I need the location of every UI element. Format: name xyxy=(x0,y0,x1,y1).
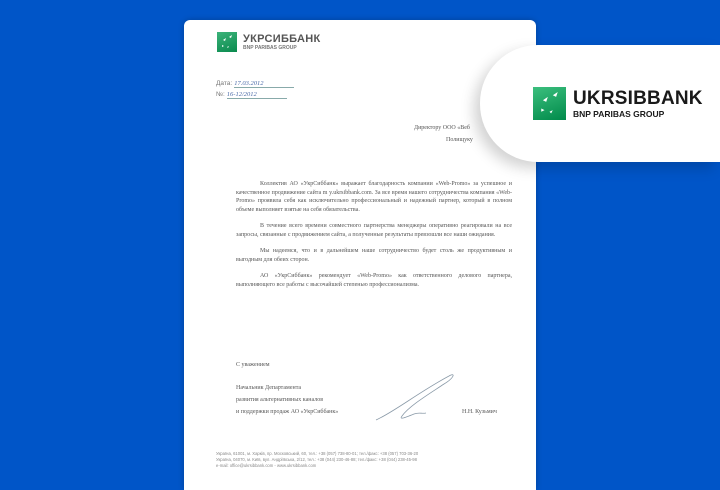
bnp-stars-logo-icon xyxy=(217,32,237,52)
date-line xyxy=(216,80,294,88)
brand-group: BNP PARIBAS GROUP xyxy=(573,108,665,119)
letterhead-bank-name: УКРСИББАНК xyxy=(243,33,321,45)
footer-address-kharkiv: Україна, 61001, м. Харків, пр. Московський, 60, тел.: +38 (057) 738-80-01; тел./факс: +38 (057) 703-36-20 xyxy=(216,451,419,456)
footer-address-kyiv: Україна, 04070, м. Київ, вул. Андріївська, 2/12, тел.: +38 (044) 230-46-88; тел./факс: +38 (044) 238-45-98 xyxy=(216,457,417,462)
signatory-title-line-2: развития альтернативных каналов xyxy=(236,397,324,403)
letterhead-group: BNP PARIBAS GROUP xyxy=(243,45,297,51)
date-label: Дата: xyxy=(216,80,233,87)
signatory-title-line-1: Начальник Департамента xyxy=(236,385,302,391)
paragraph: АО «УкрСиббанк» рекомендует «Web-Promo» как ответственного делового партнера, выполняющего все работы с высочайшей степенью профессионализма. xyxy=(236,273,512,288)
bnp-stars-logo-icon xyxy=(533,87,566,120)
signatory-title-line-3: и поддержки продаж АО «УкрСиббанк» xyxy=(236,409,339,415)
handwritten-signature xyxy=(374,372,464,422)
paragraph: Коллектив АО «УкрСиббанк» выражает благодарность компании «Web-Promo» за успешное и качественное продвижение сайта m y.ukrsibbank.com. За все время нашего сотрудничества компания «Web-Promo» проявила себя как исключительно профессиональный и надежный партнер, который в полном объеме выполняет взятые на себя обязательства. xyxy=(236,181,512,213)
number-line xyxy=(216,91,287,99)
brand-name: UKRSIBBANK xyxy=(573,87,703,109)
date-value: 17.03.2012 xyxy=(234,80,294,88)
number-label: №: xyxy=(216,91,225,98)
addressee-line-2: Полищуку xyxy=(446,137,473,143)
addressee-line-1: Директору ООО «Веб xyxy=(414,125,470,131)
closing: С уважением xyxy=(236,362,270,368)
signatory-name: Н.Н. Кузьмич xyxy=(462,409,497,415)
letter-footer xyxy=(216,451,418,469)
number-value: 16-12/2012 xyxy=(227,91,287,99)
brand-logo xyxy=(533,87,703,120)
brand-badge xyxy=(480,45,720,162)
footer-contacts: e-mail: office@ukrsibbank.com - www.ukrsibbank.com xyxy=(216,463,317,468)
paragraph: В течение всего времени совместного партнерства менеджеры оперативно реагировали на все запросы, связанные с продвижением сайта, а полученные результаты превзошли все наши ожидания. xyxy=(236,223,512,238)
letterhead-logo xyxy=(217,32,320,52)
paragraph: Мы надеемся, что и в дальнейшем наше сотрудничество будет столь же продуктивным и выгодным для обеих сторон. xyxy=(236,248,512,263)
letter-body xyxy=(236,180,512,297)
signatory-title xyxy=(236,382,338,418)
